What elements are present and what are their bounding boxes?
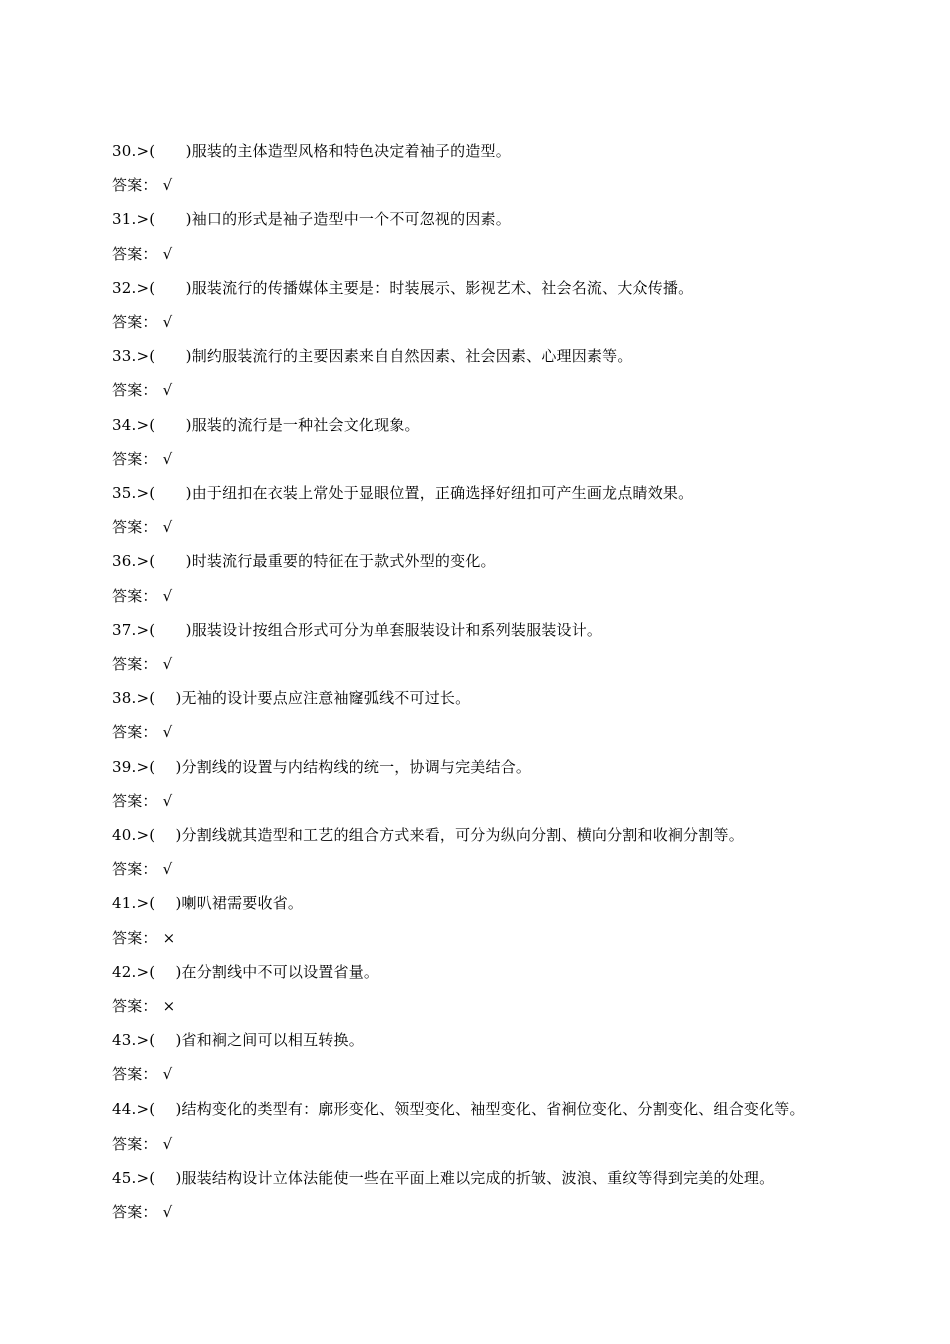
question-item <box>112 681 847 749</box>
answer-text: 答案： √ <box>112 244 173 263</box>
answer-text: 答案： √ <box>112 518 173 537</box>
question-item <box>112 408 847 476</box>
answer-text: 答案： √ <box>112 381 173 400</box>
answer-text: 答案： √ <box>112 655 173 674</box>
question-text: 35.>( )由于纽扣在衣装上常处于显眼位置，正确选择好纽扣可产生画龙点睛效果。 <box>112 484 694 503</box>
question-item <box>112 202 847 270</box>
question-item <box>112 818 847 886</box>
question-item <box>112 271 847 339</box>
question-text: 39.>( )分割线的设置与内结构线的统一，协调与完美结合。 <box>112 757 532 776</box>
question-text: 40.>( )分割线就其造型和工艺的组合方式来看，可分为纵向分割、横向分割和收裥分割等。 <box>112 826 744 845</box>
question-text: 33.>( )制约服装流行的主要因素来自自然因素、社会因素、心理因素等。 <box>112 347 633 366</box>
question-item <box>112 955 847 1023</box>
answer-text: 答案： √ <box>112 176 173 195</box>
question-text: 43.>( )省和裥之间可以相互转换。 <box>112 1031 364 1050</box>
answer-text: 答案： √ <box>112 1203 173 1222</box>
answer-text: 答案： √ <box>112 1065 173 1084</box>
question-text: 37.>( )服装设计按组合形式可分为单套服装设计和系列装服装设计。 <box>112 620 603 639</box>
question-item <box>112 886 847 954</box>
answer-text: 答案： √ <box>112 586 173 605</box>
question-item <box>112 339 847 407</box>
question-item <box>112 1023 847 1091</box>
question-text: 38.>( )无袖的设计要点应注意袖窿弧线不可过长。 <box>112 689 471 708</box>
answer-text: 答案： √ <box>112 791 173 810</box>
question-item <box>112 134 847 202</box>
question-item <box>112 613 847 681</box>
question-item <box>112 750 847 818</box>
question-item <box>112 544 847 612</box>
answer-text: 答案： × <box>112 928 176 947</box>
question-text: 41.>( )喇叭裙需要收省。 <box>112 894 304 913</box>
question-text: 32.>( )服装流行的传播媒体主要是：时装展示、影视艺术、社会名流、大众传播。 <box>112 278 694 297</box>
question-text: 36.>( )时装流行最重要的特征在于款式外型的变化。 <box>112 552 496 571</box>
question-text: 42.>( )在分割线中不可以设置省量。 <box>112 962 380 981</box>
question-item <box>112 1092 847 1161</box>
answer-text: 答案： × <box>112 997 176 1016</box>
answer-text: 答案： √ <box>112 1134 173 1153</box>
question-text: 31.>( )袖口的形式是袖子造型中一个不可忽视的因素。 <box>112 210 511 229</box>
question-text: 45.>( )服装结构设计立体法能使一些在平面上难以完成的折皱、波浪、重纹等得到完美的处理。 <box>112 1168 775 1187</box>
answer-text: 答案： √ <box>112 723 173 742</box>
question-text: 44.>( )结构变化的类型有：廓形变化、领型变化、袖型变化、省裥位变化、分割变化、组合变化等。 <box>112 1099 805 1118</box>
answer-text: 答案： √ <box>112 860 173 879</box>
question-item <box>112 1161 847 1229</box>
question-item <box>112 476 847 544</box>
question-text: 30.>( )服装的主体造型风格和特色决定着袖子的造型。 <box>112 142 511 160</box>
question-text: 34.>( )服装的流行是一种社会文化现象。 <box>112 415 420 434</box>
answer-text: 答案： √ <box>112 313 173 332</box>
question-list <box>112 134 847 1229</box>
answer-text: 答案： √ <box>112 449 173 468</box>
